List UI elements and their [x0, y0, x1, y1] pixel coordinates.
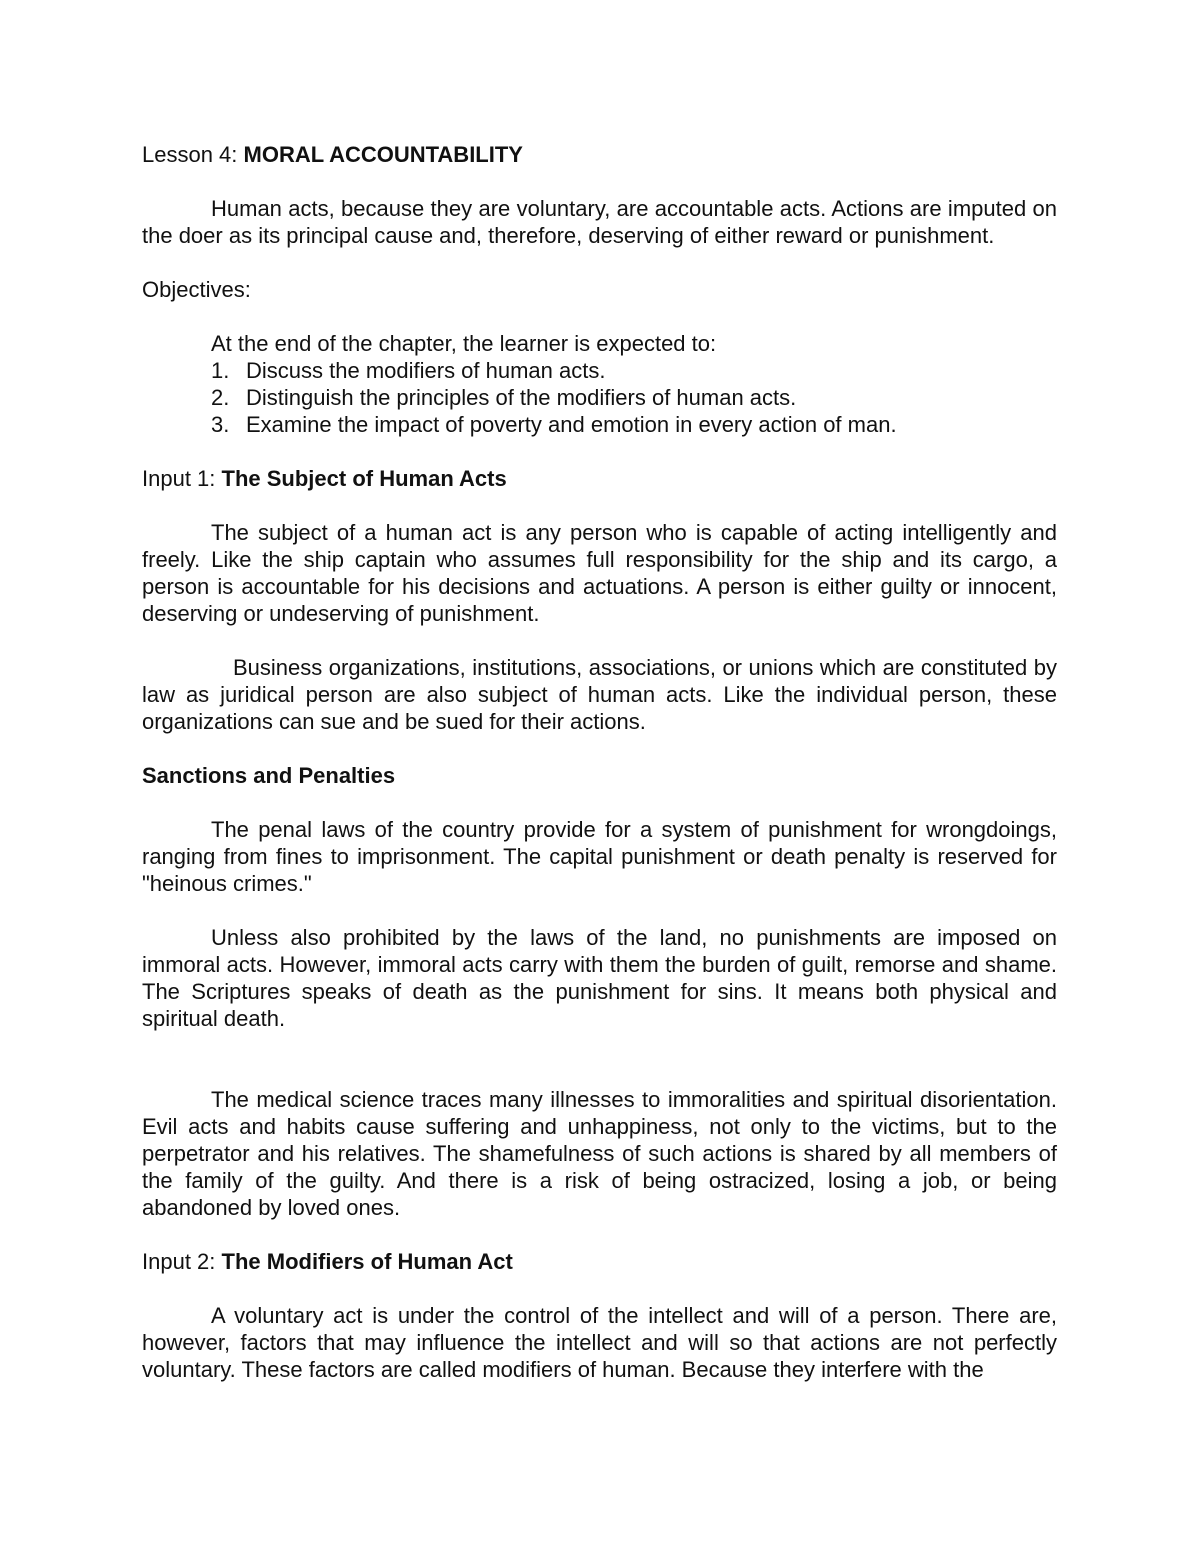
input1-prefix: Input 1: — [142, 466, 222, 491]
objectives-list — [211, 357, 1057, 438]
objective-number: 2. — [211, 385, 230, 410]
input1-paragraph-2: Business organizations, institutions, associations, or unions which are constituted by law as juridical person are also subject of human acts. Like the individual person, these organizations can sue and be sued for their actions. — [142, 655, 1057, 734]
objective-item — [211, 357, 1057, 384]
input2-paragraph-1: A voluntary act is under the control of the intellect and will of a person. There are, however, factors that may influence the intellect and will so that actions are not perfectly voluntary. These factors are called modifiers of human. Because they interfere with the — [142, 1303, 1057, 1382]
lesson-prefix: Lesson 4: — [142, 142, 244, 167]
objectives-lead: At the end of the chapter, the learner is expected to: — [211, 331, 717, 356]
sanctions-paragraph-2: Unless also prohibited by the laws of the land, no punishments are imposed on immoral acts. However, immoral acts carry with them the burden of guilt, remorse and shame. The Scriptures speaks of death as the punishment for sins. It means both physical and spiritual death. — [142, 925, 1057, 1031]
input2-prefix: Input 2: — [142, 1249, 222, 1274]
objective-number: 3. — [211, 412, 230, 437]
objectives-block — [211, 330, 1057, 438]
sanctions-heading: Sanctions and Penalties — [142, 763, 396, 788]
objective-item — [211, 411, 1057, 438]
objective-text: Distinguish the principles of the modifiers of human acts. — [246, 385, 797, 410]
lesson-heading — [142, 141, 1057, 168]
objective-text: Discuss the modifiers of human acts. — [246, 358, 606, 383]
input2-title: The Modifiers of Human Act — [221, 1249, 513, 1274]
sanctions-paragraph-1: The penal laws of the country provide for a system of punishment for wrongdoings, ranging from fines to imprisonment. The capital punishment or death penalty is reserved for "heinous crimes." — [142, 817, 1057, 896]
input2-heading — [142, 1248, 1057, 1275]
input1-heading — [142, 465, 1057, 492]
objective-item — [211, 384, 1057, 411]
lesson-title: MORAL ACCOUNTABILITY — [243, 142, 523, 167]
sanctions-paragraph-3: The medical science traces many illnesses to immoralities and spiritual disorientation. Evil acts and habits cause suffering and unhappiness, not only to the victims, but to the perpetrator and his relatives. The shamefulness of such actions is shared by all members of the family of the guilty. And there is a risk of being ostracized, losing a job, or being abandoned by loved ones. — [142, 1087, 1057, 1220]
document-body — [142, 141, 1057, 1383]
objective-number: 1. — [211, 358, 230, 383]
input1-paragraph-1: The subject of a human act is any person who is capable of acting intelligently and freely. Like the ship captain who assumes full responsibility for the ship and its cargo, a person is accountable for his decisions and actuations. A person is either guilty or innocent, deserving or undeserving of punishment. — [142, 520, 1057, 626]
objective-text: Examine the impact of poverty and emotion in every action of man. — [246, 412, 897, 437]
input1-title: The Subject of Human Acts — [221, 466, 507, 491]
lesson-intro-paragraph: Human acts, because they are voluntary, are accountable acts. Actions are imputed on the doer as its principal cause and, therefore, deserving of either reward or punishment. — [142, 196, 1057, 248]
objectives-heading: Objectives: — [142, 277, 251, 302]
